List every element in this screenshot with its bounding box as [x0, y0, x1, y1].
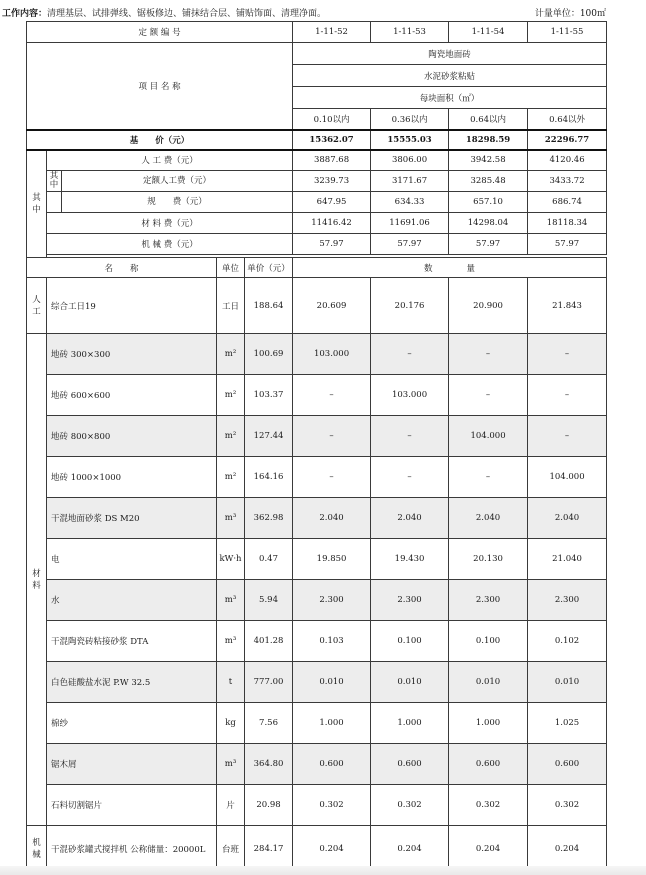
- material-row: [27, 334, 607, 375]
- page-header: [0, 4, 646, 20]
- material-name: 锯木屑: [47, 744, 217, 785]
- labor-row: [27, 278, 607, 334]
- quota-labor-cell: 3171.67: [371, 171, 449, 192]
- category-material-text: 材料: [32, 568, 41, 591]
- material-row: [27, 662, 607, 703]
- material-price: 5.94: [245, 580, 293, 621]
- category-machine-text: 机械: [32, 837, 41, 860]
- material-qty: 2.040: [528, 498, 607, 539]
- material-unit: m³: [217, 498, 245, 539]
- labor-fee-label: 人 工 费（元）: [47, 150, 293, 171]
- material-qty: –: [528, 416, 607, 457]
- material-qty: 0.600: [293, 744, 371, 785]
- material-qty: 0.302: [449, 785, 528, 826]
- material-row: [27, 539, 607, 580]
- material-name: 地砖 800×800: [47, 416, 217, 457]
- among-label: [27, 150, 47, 258]
- machine-qty: 0.204: [371, 826, 449, 872]
- material-qty: 103.000: [293, 334, 371, 375]
- material-unit: m²: [217, 334, 245, 375]
- base-price-cell: 18298.59: [449, 130, 528, 150]
- material-name: 白色硅酸盐水泥 P.W 32.5: [47, 662, 217, 703]
- base-price-cell: 15555.03: [371, 130, 449, 150]
- material-fee-row: [27, 213, 607, 234]
- regulation-label-cell: [47, 192, 293, 213]
- labor-qty: 20.609: [293, 278, 371, 334]
- machine-qty: 0.204: [528, 826, 607, 872]
- base-price-cell: 22296.77: [528, 130, 607, 150]
- material-row: [27, 416, 607, 457]
- labor-name: 综合工日19: [47, 278, 217, 334]
- material-fee-label: 材 料 费（元）: [47, 213, 293, 234]
- material-qty: 0.302: [371, 785, 449, 826]
- code-cell: 1-11-53: [371, 22, 449, 43]
- labor-qty: 21.843: [528, 278, 607, 334]
- material-qty: 103.000: [371, 375, 449, 416]
- material-qty: –: [449, 334, 528, 375]
- code-label: 定 额 编 号: [27, 22, 293, 43]
- area-cell: 0.64以内: [449, 109, 528, 130]
- material-qty: –: [449, 457, 528, 498]
- machine-qty: 0.204: [449, 826, 528, 872]
- material-qty: –: [528, 375, 607, 416]
- quota-labor-label-cell: [47, 171, 293, 192]
- material-name: 地砖 300×300: [47, 334, 217, 375]
- code-cell: 1-11-52: [293, 22, 371, 43]
- material-unit: m²: [217, 375, 245, 416]
- quota-labor-cell: 3285.48: [449, 171, 528, 192]
- material-qty: 0.600: [371, 744, 449, 785]
- machine-unit: 台班: [217, 826, 245, 872]
- material-unit: kg: [217, 703, 245, 744]
- consumption-header-row: [27, 258, 607, 278]
- machine-fee-cell: 57.97: [528, 234, 607, 255]
- quota-table: [26, 21, 607, 872]
- material-fee-cell: 11691.06: [371, 213, 449, 234]
- material-qty: 1.000: [371, 703, 449, 744]
- material-price: 20.98: [245, 785, 293, 826]
- material-qty: 0.302: [528, 785, 607, 826]
- machine-fee-cell: 57.97: [371, 234, 449, 255]
- material-qty: 19.430: [371, 539, 449, 580]
- material-price: 100.69: [245, 334, 293, 375]
- work-content: [2, 6, 326, 19]
- labor-price: 188.64: [245, 278, 293, 334]
- material-name: 干混陶瓷砖粘接砂浆 DTA: [47, 621, 217, 662]
- material-qty: –: [371, 334, 449, 375]
- material-qty: –: [293, 457, 371, 498]
- machine-name: 干混砂浆罐式搅拌机 公称储量：20000L: [47, 826, 217, 872]
- machine-qty: 0.204: [293, 826, 371, 872]
- regulation-row: [27, 192, 607, 213]
- quota-labor-row: [27, 171, 607, 192]
- material-qty: 104.000: [449, 416, 528, 457]
- labor-unit: 工日: [217, 278, 245, 334]
- sub-among-label: 其中: [47, 171, 62, 191]
- base-price-row: [27, 130, 607, 150]
- material-row: [27, 703, 607, 744]
- material-unit: m³: [217, 580, 245, 621]
- regulation-cell: 647.95: [293, 192, 371, 213]
- material-row: [27, 457, 607, 498]
- material-price: 127.44: [245, 416, 293, 457]
- material-fee-cell: 18118.34: [528, 213, 607, 234]
- material-unit: m³: [217, 621, 245, 662]
- machine-fee-label: 机 械 费（元）: [47, 234, 293, 255]
- material-row: [27, 375, 607, 416]
- material-price: 362.98: [245, 498, 293, 539]
- material-unit: m²: [217, 457, 245, 498]
- material-price: 7.56: [245, 703, 293, 744]
- category-material: [27, 334, 47, 826]
- material-qty: 0.010: [528, 662, 607, 703]
- area-cell: 0.36以内: [371, 109, 449, 130]
- material-name: 地砖 1000×1000: [47, 457, 217, 498]
- item-title-1: 陶瓷地面砖: [293, 43, 607, 65]
- labor-fee-cell: 3887.68: [293, 150, 371, 171]
- material-qty: 0.302: [293, 785, 371, 826]
- material-name: 电: [47, 539, 217, 580]
- material-fee-cell: 11416.42: [293, 213, 371, 234]
- material-qty: 1.025: [528, 703, 607, 744]
- material-row: [27, 744, 607, 785]
- material-qty: 2.300: [293, 580, 371, 621]
- col-price-header: 单价（元）: [245, 258, 293, 278]
- material-row: [27, 498, 607, 539]
- base-price-cell: 15362.07: [293, 130, 371, 150]
- material-qty: –: [449, 375, 528, 416]
- material-qty: 2.300: [528, 580, 607, 621]
- quota-labor-label: 定额人工费（元）: [143, 176, 212, 186]
- material-qty: –: [371, 457, 449, 498]
- material-qty: 21.040: [528, 539, 607, 580]
- material-name: 地砖 600×600: [47, 375, 217, 416]
- material-fee-cell: 14298.04: [449, 213, 528, 234]
- category-labor-text: 人工: [32, 294, 41, 317]
- material-qty: 0.102: [528, 621, 607, 662]
- material-price: 364.80: [245, 744, 293, 785]
- labor-fee-cell: 4120.46: [528, 150, 607, 171]
- material-price: 0.47: [245, 539, 293, 580]
- material-qty: 0.100: [449, 621, 528, 662]
- material-qty: –: [293, 375, 371, 416]
- machine-price: 284.17: [245, 826, 293, 872]
- code-cell: 1-11-54: [449, 22, 528, 43]
- category-machine: [27, 826, 47, 872]
- material-qty: 0.100: [371, 621, 449, 662]
- regulation-cell: 686.74: [528, 192, 607, 213]
- item-title-3: 每块面积（㎡）: [293, 87, 607, 109]
- machine-row: [27, 826, 607, 872]
- area-cell: 0.10以内: [293, 109, 371, 130]
- material-qty: –: [293, 416, 371, 457]
- material-qty: 20.130: [449, 539, 528, 580]
- material-qty: 0.010: [293, 662, 371, 703]
- regulation-label: 规 费（元）: [147, 197, 207, 207]
- machine-fee-cell: 57.97: [449, 234, 528, 255]
- regulation-cell: 634.33: [371, 192, 449, 213]
- labor-qty: 20.176: [371, 278, 449, 334]
- among-label-text: 其中: [32, 192, 41, 215]
- material-name: 水: [47, 580, 217, 621]
- material-price: 401.28: [245, 621, 293, 662]
- code-row: [27, 22, 607, 43]
- material-qty: 0.600: [528, 744, 607, 785]
- material-qty: –: [371, 416, 449, 457]
- col-unit-header: 单位: [217, 258, 245, 278]
- material-qty: 2.040: [371, 498, 449, 539]
- work-content-label: 工作内容：: [2, 9, 48, 19]
- quota-labor-cell: 3433.72: [528, 171, 607, 192]
- col-name-header: 名 称: [27, 258, 217, 278]
- material-price: 777.00: [245, 662, 293, 703]
- quota-labor-cell: 3239.73: [293, 171, 371, 192]
- material-unit: kW·h: [217, 539, 245, 580]
- item-name-label: 项 目 名 称: [27, 43, 293, 130]
- labor-fee-row: [27, 150, 607, 171]
- material-qty: 104.000: [528, 457, 607, 498]
- material-qty: 2.040: [449, 498, 528, 539]
- material-unit: t: [217, 662, 245, 703]
- labor-fee-cell: 3942.58: [449, 150, 528, 171]
- page-bottom-edge: [0, 866, 646, 875]
- material-name: 石料切割锯片: [47, 785, 217, 826]
- material-qty: 2.300: [449, 580, 528, 621]
- material-qty: 1.000: [293, 703, 371, 744]
- material-price: 103.37: [245, 375, 293, 416]
- material-qty: 0.600: [449, 744, 528, 785]
- material-row: [27, 621, 607, 662]
- machine-fee-row: [27, 234, 607, 255]
- area-cell: 0.64以外: [528, 109, 607, 130]
- material-qty: 19.850: [293, 539, 371, 580]
- material-unit: m²: [217, 416, 245, 457]
- category-labor: [27, 278, 47, 334]
- work-content-text: 清理基层、试排弹线、锯板修边、铺抹结合层、铺贴饰面、清理净面。: [47, 9, 327, 19]
- labor-qty: 20.900: [449, 278, 528, 334]
- material-qty: 1.000: [449, 703, 528, 744]
- material-row: [27, 785, 607, 826]
- code-cell: 1-11-55: [528, 22, 607, 43]
- regulation-cell: 657.10: [449, 192, 528, 213]
- labor-fee-cell: 3806.00: [371, 150, 449, 171]
- material-unit: m³: [217, 744, 245, 785]
- material-price: 164.16: [245, 457, 293, 498]
- material-qty: 0.010: [371, 662, 449, 703]
- material-row: [27, 580, 607, 621]
- measurement-unit: 计量单位：100㎡: [534, 9, 606, 19]
- material-name: 棉纱: [47, 703, 217, 744]
- material-qty: 2.040: [293, 498, 371, 539]
- machine-fee-cell: 57.97: [293, 234, 371, 255]
- item-title-2: 水泥砂浆粘贴: [293, 65, 607, 87]
- col-qty-header: 数 量: [293, 258, 607, 278]
- material-qty: 2.300: [371, 580, 449, 621]
- material-unit: 片: [217, 785, 245, 826]
- material-name: 干混地面砂浆 DS M20: [47, 498, 217, 539]
- material-qty: –: [528, 334, 607, 375]
- material-qty: 0.103: [293, 621, 371, 662]
- base-price-label: 基 价（元）: [27, 130, 293, 150]
- material-qty: 0.010: [449, 662, 528, 703]
